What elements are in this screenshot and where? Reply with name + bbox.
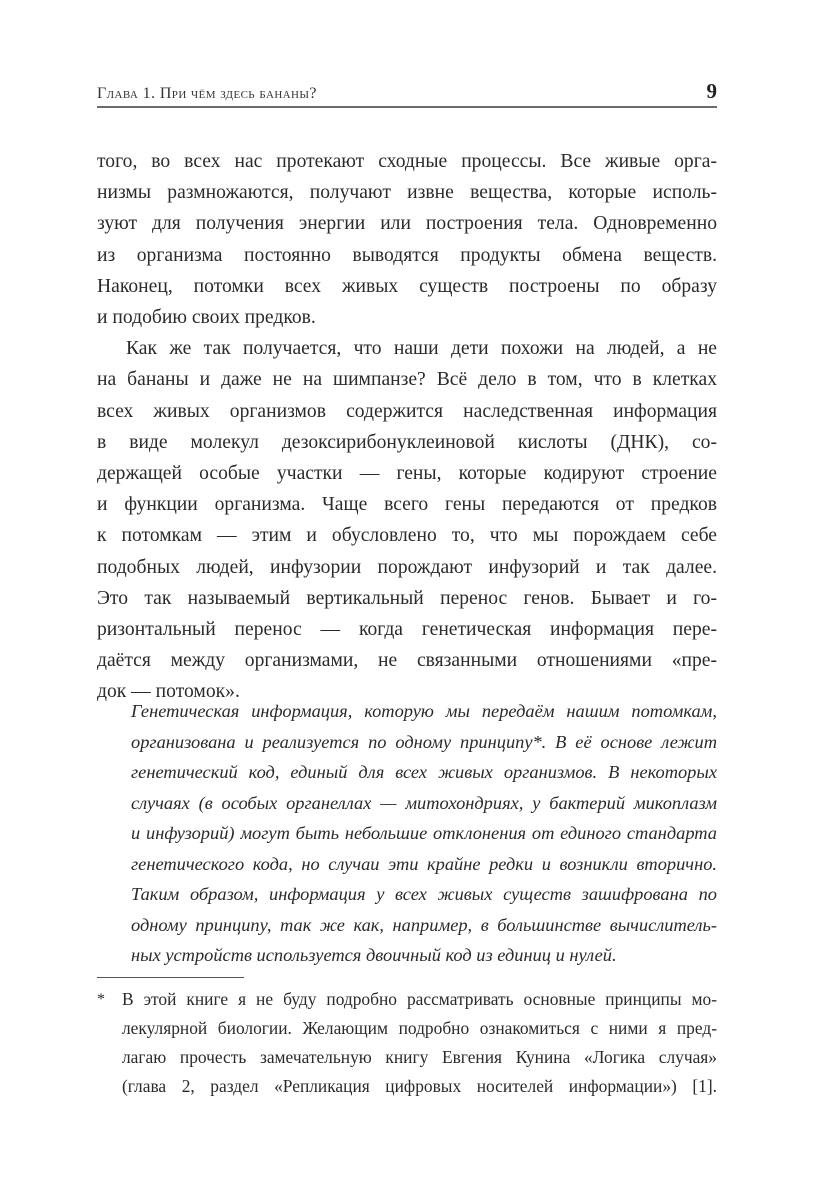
paragraph-1 xyxy=(97,146,717,333)
text-line: и инфузорий) могут быть небольшие отклонения от единого стандарта xyxy=(131,823,717,843)
text-line: низмы размножаются, получают извне вещества, которые исполь- xyxy=(97,182,717,204)
footnote-marker: * xyxy=(97,991,105,1008)
text-line: ризонтальный перенос — когда генетическая информация пере- xyxy=(97,619,717,641)
text-line: к потомкам — этим и обусловлено то, что мы порождаем себе xyxy=(97,525,717,547)
text-line: Генетическая информация, которую мы передаём нашим потомкам, xyxy=(131,701,717,721)
text-line: одному принципу, так же как, например, в большинстве вычислитель- xyxy=(131,914,717,935)
text-line: на бананы и даже не на шимпанзе? Всё дело в том, что в клетках xyxy=(97,369,717,391)
text-line: того, во всех нас протекают сходные процессы. Все живые орга- xyxy=(97,151,717,172)
text-line: зуют для получения энергии или построения тела. Одновременно xyxy=(97,213,717,235)
page-number: 9 xyxy=(706,79,717,103)
footnote xyxy=(97,985,717,1101)
text-line: всех живых организмов содержится наследственная информация xyxy=(97,400,717,422)
text-line: Это так называемый вертикальный перенос генов. Бывает и го- xyxy=(97,587,717,609)
text-line: Как же так получается, что наши дети похожи на людей, а не xyxy=(126,338,717,360)
text-line: и функции организма. Чаще всего гены передаются от предков xyxy=(97,494,717,516)
text-line: подобных людей, инфузории порождают инфузорий и так далее. xyxy=(97,556,717,578)
text-line: случаях (в особых органеллах — митохондриях, у бактерий микоплазм xyxy=(131,792,717,813)
text-line: и подобию своих предков. xyxy=(97,307,316,329)
text-line: док — потомок». xyxy=(97,681,240,703)
text-line: генетического кода, но случаи эти крайне редки и возникли вторично. xyxy=(131,853,717,874)
footnote-text xyxy=(122,985,717,1101)
text-line: лагаю прочесть замечательную книгу Евгения Кунина «Логика случая» xyxy=(122,1047,717,1067)
italic-sidebar-box xyxy=(131,696,717,971)
text-line: В этой книге я не буду подробно рассматривать основные принципы мо- xyxy=(122,989,717,1009)
text-line: ных устройств используется двоичный код из единиц и нулей. xyxy=(131,945,617,965)
text-line: в виде молекул дезоксирибонуклеиновой кислоты (ДНК), со- xyxy=(97,431,717,453)
running-head xyxy=(97,79,717,108)
text-line: генетический код, единый для всех живых организмов. В некоторых xyxy=(131,762,717,782)
body-text xyxy=(97,146,717,708)
text-line: Наконец, потомки всех живых существ построены по образу xyxy=(97,275,717,297)
text-line: организована и реализуется по одному принципу*. В её основе лежит xyxy=(131,731,717,752)
text-line: даётся между организмами, не связанными отношениями «пре- xyxy=(97,650,717,672)
footnote-divider xyxy=(97,977,244,978)
chapter-title: Глава 1. При чём здесь бананы? xyxy=(97,85,317,102)
text-line: (глава 2, раздел «Репликация цифровых носителей информации») [1]. xyxy=(122,1076,717,1096)
text-line: из организма постоянно выводятся продукты обмена веществ. xyxy=(97,244,717,266)
paragraph-2 xyxy=(97,333,717,707)
text-line: лекулярной биологии. Желающим подробно ознакомиться с ними я пред- xyxy=(122,1018,717,1038)
text-line: держащей особые участки — гены, которые кодируют строение xyxy=(97,463,717,485)
text-line: Таким образом, информация у всех живых существ зашифрована по xyxy=(131,884,717,904)
